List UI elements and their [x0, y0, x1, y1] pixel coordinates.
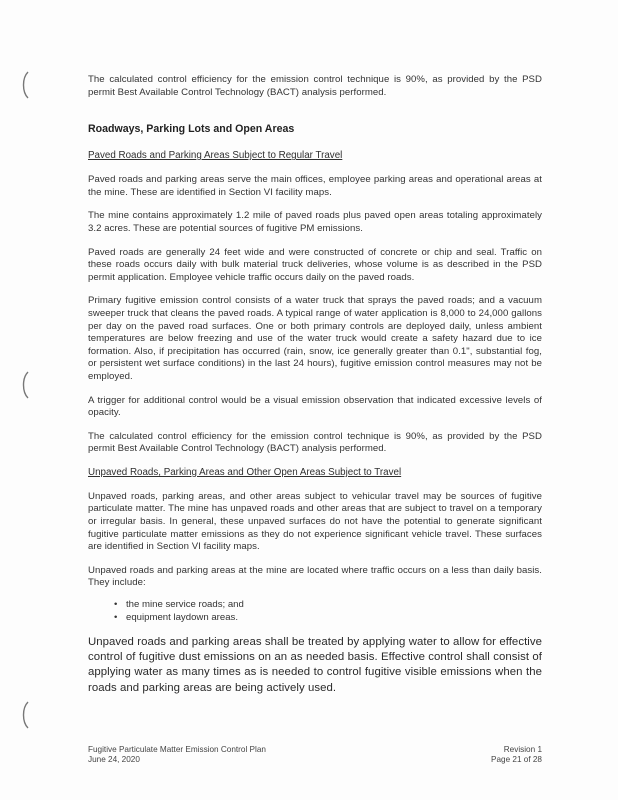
paved-paragraph-5: A trigger for additional control would be a visual emission observation that indicated excessive levels of opacity. [88, 394, 542, 419]
section-heading: Roadways, Parking Lots and Open Areas [88, 123, 295, 136]
paved-paragraph-1: Paved roads and parking areas serve the main offices, employee parking areas and operational areas at the mine. These are identified in Section VI facility maps. [88, 174, 542, 198]
unpaved-paragraph-1: Unpaved roads, parking areas, and other areas subject to vehicular travel may be sources of fugitive particulate matter. The mine has unpaved roads and other areas that are subject to travel on a temporary or irregular basis. In general, these unpaved surfaces do not have the potential to generate significant fugitive particulate matter emissions as they do not experience significant vehicle travel. These surfaces are identified in Section VI facility maps. [88, 490, 542, 553]
paved-subheading: Paved Roads and Parking Areas Subject to Regular Travel [88, 150, 343, 162]
unpaved-subheading: Unpaved Roads, Parking Areas and Other Open Areas Subject to Travel [88, 466, 402, 478]
binder-hole-mark-middle [20, 370, 30, 400]
list-item [114, 598, 542, 611]
bullet-icon: • [114, 612, 118, 624]
footer-revision: Revision 1 [503, 745, 542, 754]
binder-hole-mark-top [20, 70, 30, 100]
unpaved-paragraph-3: Unpaved roads and parking areas shall be treated by applying water to allow for effective control of fugitive dust emissions on an as needed basis. Effective control shall consist of applying water as many times as is needed to control fugitive visible emissions when the roads and parking areas are being actively used. [88, 636, 542, 694]
unpaved-bullet-list [88, 598, 542, 624]
binder-hole-mark-bottom [20, 700, 30, 730]
footer-left [88, 745, 266, 765]
document-body [88, 74, 542, 707]
footer-page-number: Page 21 of 28 [491, 755, 542, 764]
paved-paragraph-6: The calculated control efficiency for the emission control technique is 90%, as provided by the PSD permit Best Available Control Technology (BACT) analysis performed. [88, 430, 542, 455]
paved-paragraph-4: Primary fugitive emission control consists of a water truck that sprays the paved roads; and a vacuum sweeper truck that cleans the paved roads. A typical range of water application is 8,000 to 24,000 gallons per day on the paved road surfaces. One or both primary controls are deployed daily, unless ambient temperatures are below freezing and use of the water truck would create a safety hazard due to ice formation. Also, if precipitation has occurred (rain, snow, ice generally greater than 0.1", substantial fog, or persistent wet surface conditions) in the last 24 hours), fugitive emission control measures may not be employed. [88, 295, 542, 382]
footer-date: June 24, 2020 [88, 755, 140, 764]
footer-doc-title: Fugitive Particulate Matter Emission Control Plan [88, 745, 266, 754]
bullet-icon: • [114, 599, 118, 611]
paved-paragraph-2: The mine contains approximately 1.2 mile of paved roads plus paved open areas totaling approximately 3.2 acres. These are potential sources of fugitive PM emissions. [88, 210, 542, 234]
list-item-text: the mine service roads; and [126, 599, 244, 611]
paved-paragraph-3: Paved roads are generally 24 feet wide and were constructed of concrete or chip and seal. Traffic on these roads occurs daily with bulk material truck deliveries, whose volume is as described in the PSD permit application. Employee vehicle traffic occurs daily on the paved roads. [88, 246, 542, 283]
unpaved-paragraph-2: Unpaved roads and parking areas at the mine are located where traffic occurs on a less than daily basis. They include: [88, 564, 542, 589]
footer-right [491, 745, 542, 765]
intro-paragraph: The calculated control efficiency for the emission control technique is 90%, as provided by the PSD permit Best Available Control Technology (BACT) analysis performed. [88, 74, 542, 98]
list-item [114, 611, 542, 624]
list-item-text: equipment laydown areas. [126, 612, 238, 624]
